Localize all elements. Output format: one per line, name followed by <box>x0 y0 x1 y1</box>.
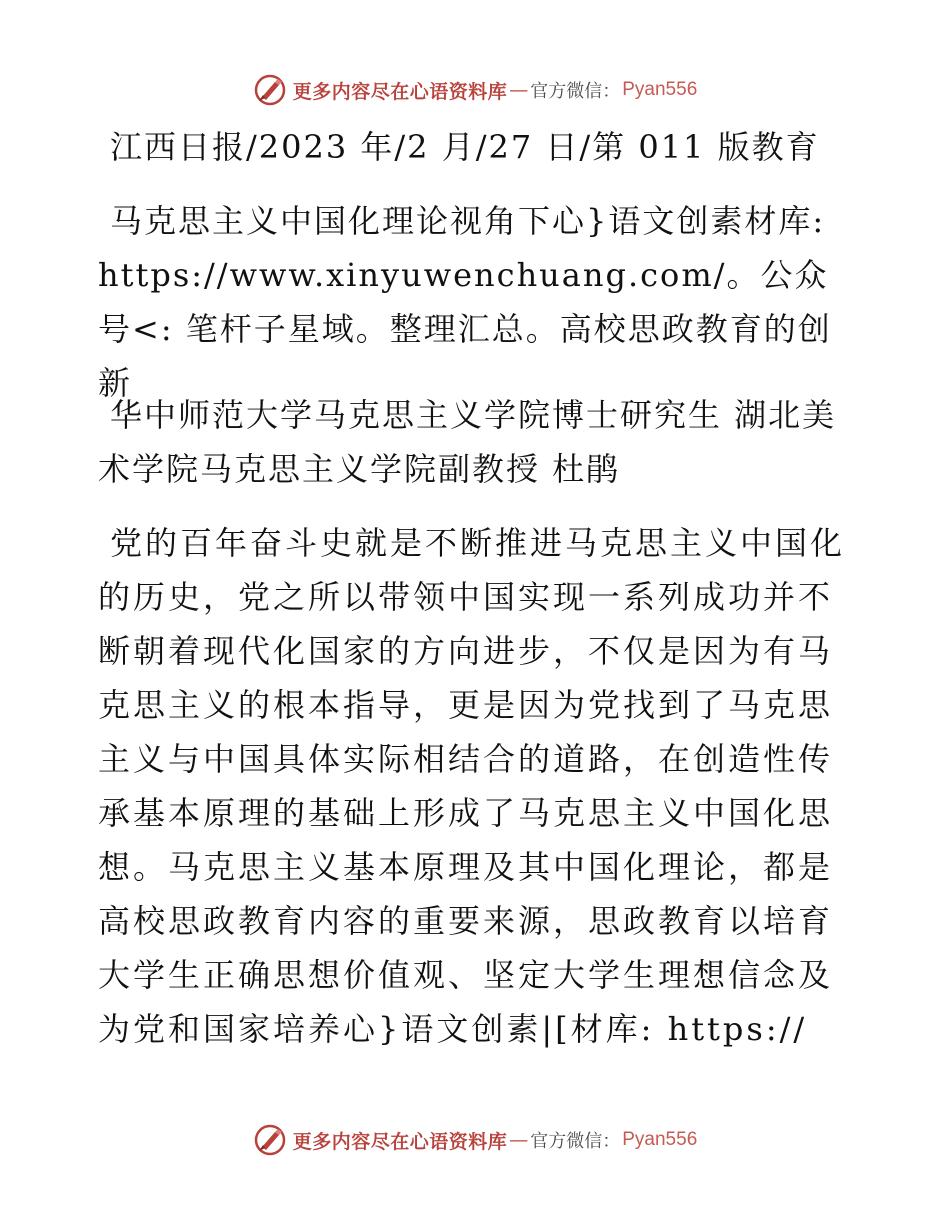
body-paragraph: 党的百年奋斗史就是不断推进马克思主义中国化的历史，党之所以带领中国实现一系列成功并不断朝着现代化国家的方向进步，不仅是因为有马克思主义的根本指导，更是因为党找到了马克思主义与中国具体实际相结合的道路，在创造性传承基本原理的基础上形成了马克思主义中国化思想。马克思主义基本原理及其中国化理论，都是高校思政教育内容的重要来源，思政教育以培育大学生正确思想价值观、坚定大学生理想信念及为党和国家培养心}语文创素|[材库: https:// <box>98 524 846 1048</box>
article-title: 马克思主义中国化理论视角下心}语文创素材库: https://www.xinyuwenchuang.com/。公众号<: 笔杆子星域。整理汇总。高校思政教育的创新 <box>98 202 832 402</box>
logo-icon <box>253 73 287 107</box>
wechat-label: 官方微信： <box>530 1131 621 1152</box>
promo-text: 更多内容尽在心语资料库 <box>292 1130 508 1153</box>
logo-icon <box>253 1123 287 1157</box>
promo-dash: — <box>509 1129 529 1151</box>
wechat-label: 官方微信： <box>530 81 621 102</box>
header-watermark-banner <box>0 70 950 110</box>
promo-dash: — <box>509 79 529 101</box>
wechat-id: Pyan556 <box>622 1129 698 1150</box>
promo-text: 更多内容尽在心语资料库 <box>292 80 508 103</box>
author-line: 华中师范大学马克思主义学院博士研究生 湖北美术学院马克思主义学院副教授 杜鹃 <box>98 396 837 488</box>
footer-watermark-banner <box>0 1120 950 1160</box>
source-line: 江西日报/2023 年/2 月/27 日/第 011 版教育 <box>110 128 820 166</box>
wechat-id: Pyan556 <box>622 79 698 100</box>
